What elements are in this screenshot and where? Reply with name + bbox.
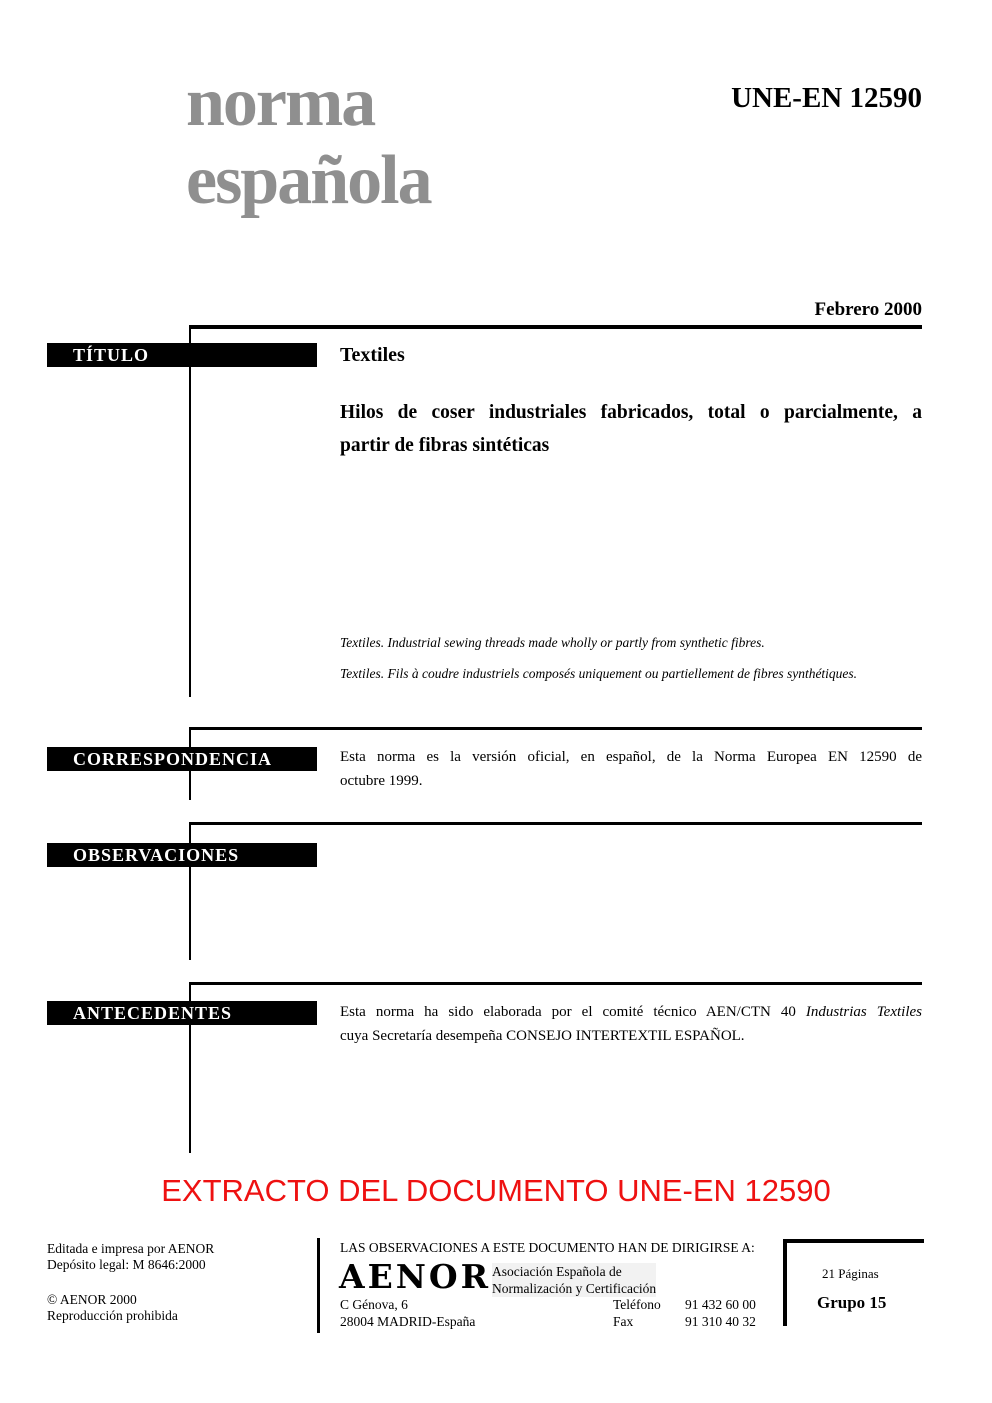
aenor-org-line-1: Asociación Española de xyxy=(492,1264,622,1279)
aenor-logo: AENOR xyxy=(339,1257,492,1296)
correspondencia-rule xyxy=(189,727,922,730)
imprint-copyright: © AENOR 2000 xyxy=(47,1292,137,1307)
fax-row xyxy=(613,1313,756,1330)
document-number: UNE-EN 12590 xyxy=(731,82,922,114)
title-french: Textiles. Fils à coudre industriels composés uniquement ou partiellement de fibres synthétiques. xyxy=(340,666,858,681)
phone-label: Teléfono xyxy=(613,1297,661,1312)
imprint-legal-deposit: Depósito legal: M 8646:2000 xyxy=(47,1257,206,1272)
title-english: Textiles. Industrial sewing threads made wholly or partly from synthetic fibres. xyxy=(340,635,765,650)
standard-title-line-2: partir de fibras sintéticas xyxy=(340,435,550,456)
extract-banner: EXTRACTO DEL DOCUMENTO UNE-EN 12590 xyxy=(161,1173,831,1208)
standard-title-line-1: Hilos de coser industriales fabricados, total o parcialmente, a xyxy=(340,402,922,423)
titulo-connector-line xyxy=(189,325,191,697)
group-number: Grupo 15 xyxy=(817,1293,887,1312)
observaciones-label-bar: OBSERVACIONES xyxy=(47,843,317,867)
correspondencia-text xyxy=(340,745,922,793)
antecedentes-text xyxy=(340,1000,922,1048)
antecedentes-italic-part: Industrias Textiles xyxy=(805,1004,922,1020)
antecedentes-text-line-2: cuya Secretaría desempeña CONSEJO INTERTEXTIL ESPAÑOL. xyxy=(340,1028,745,1044)
aenor-street: C Génova, 6 xyxy=(340,1297,408,1312)
phone-number: 91 432 60 00 xyxy=(685,1297,756,1312)
footer-right-top-rule xyxy=(783,1239,924,1243)
imprint-reproduction: Reproducción prohibida xyxy=(47,1308,178,1323)
footer-imprint xyxy=(47,1241,214,1324)
publication-date: Febrero 2000 xyxy=(814,299,922,320)
norma-espanola-logo xyxy=(186,64,431,220)
aenor-org-name xyxy=(492,1263,656,1297)
titulo-label-bar: TÍTULO xyxy=(47,343,317,367)
antecedentes-label-bar: ANTECEDENTES xyxy=(47,1001,317,1025)
antecedentes-text-line-1 xyxy=(340,1000,922,1024)
standard-title xyxy=(340,396,922,462)
footer-right-divider xyxy=(783,1239,787,1326)
fax-number: 91 310 40 32 xyxy=(685,1314,756,1329)
phone-row xyxy=(613,1296,756,1313)
aenor-org-line-2: Normalización y Certificación xyxy=(492,1281,657,1296)
aenor-city: 28004 MADRID-España xyxy=(340,1314,476,1329)
fax-label: Fax xyxy=(613,1314,634,1329)
correspondencia-label-bar: CORRESPONDENCIA xyxy=(47,747,317,771)
page-count: 21 Páginas xyxy=(822,1266,879,1281)
correspondencia-text-line-2: octubre 1999. xyxy=(340,773,423,789)
brand-line-1: norma xyxy=(186,64,375,141)
footer-left-divider xyxy=(317,1238,320,1333)
top-rule xyxy=(189,325,922,329)
antecedentes-rule xyxy=(189,982,922,985)
brand-line-2: española xyxy=(186,142,431,219)
correspondencia-text-line-1: Esta norma es la versión oficial, en español, de la Norma Europea EN 12590 de xyxy=(340,749,922,765)
footer-notice: LAS OBSERVACIONES A ESTE DOCUMENTO HAN DE DIRIGIRSE A: xyxy=(340,1240,755,1255)
observaciones-rule xyxy=(189,822,922,825)
imprint-published-by: Editada e impresa por AENOR xyxy=(47,1241,215,1256)
subject-heading: Textiles xyxy=(340,344,405,366)
antecedentes-regular-part: Esta norma ha sido elaborada por el comité técnico AEN/CTN 40 xyxy=(340,1004,806,1020)
aenor-contact xyxy=(613,1296,756,1330)
aenor-address xyxy=(340,1296,475,1330)
